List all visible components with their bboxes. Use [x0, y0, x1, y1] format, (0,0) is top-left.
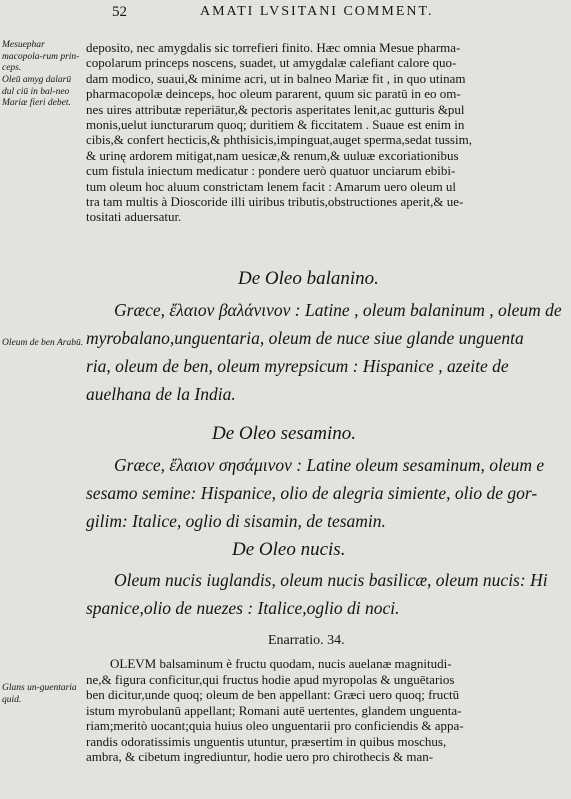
- margin-note-balneo: Oleū amyg dalarū dul ciū in bal-neo Mariæ fieri debet.: [2, 75, 72, 108]
- text-line: OLEVM balsaminum è fructu quodam, nucis auelanæ magnitudi-: [110, 656, 452, 671]
- margin-note-glans: Glans un-guentaria quid.: [2, 683, 77, 705]
- text-line: tra tam multis à Dioscoride illi uiribus tributis,obstructiones aperit,& ue-: [86, 194, 464, 210]
- margin-note-mesue: Mesuephar macopola-rum prin-ceps.: [2, 40, 80, 73]
- text-line: cibis,& confert hecticis,& phthisicis,impinguat,auget sperma,sedat tussim,: [86, 132, 472, 148]
- text-line: tum oleum hoc aluum constrictam lenem facit : Amarum uero oleum ul: [86, 178, 457, 194]
- text-line: ne,& figura conficitur,qui fructus hodie apud myropolas & unguētarios: [86, 671, 455, 687]
- page-header: [0, 2, 571, 24]
- text-line: deposito, nec amygdalis sic torrefieri finito. Hæc omnia Mesue pharma-: [86, 40, 461, 55]
- text-line: dam modico, suaui,& minime acri, ut in balneo Mariæ fit , in quo utinam: [86, 70, 466, 86]
- text-line: sesamo semine: Hispanice, olio de alegria simiente, olio de gor-: [86, 483, 538, 503]
- page-number: 52: [112, 4, 127, 20]
- text-line: copolarum princeps noscens, suadet, ut amygdalæ calefiant calore quo-: [86, 55, 457, 71]
- text-line: pharmacopolæ deinceps, hoc oleum pararent, quum sic paratū in eo om-: [86, 86, 461, 102]
- section-heading-nucis: De Oleo nucis.: [232, 539, 346, 560]
- paragraph-enarratio: [86, 656, 566, 765]
- text-line: riam;meritò uocant;quia huius oleo unguentarii pro conficiendis & appa-: [86, 718, 464, 733]
- text-line: tositati aduersatur.: [86, 209, 182, 225]
- section-heading-sesamino: De Oleo sesamino.: [212, 423, 357, 444]
- text-line: myrobalano,unguentaria, oleum de nuce siue glande unguenta: [86, 328, 524, 348]
- paragraph-1: [86, 40, 566, 225]
- text-line: gilim: Italice, oglio di sisamin, de tesamin.: [86, 511, 386, 531]
- paragraph-balanino: [86, 296, 566, 408]
- text-line: ben dicitur,unde quoq; oleum de ben appellant: Græci uero quoq; fructū: [86, 687, 460, 702]
- text-line: auelhana de la India.: [86, 384, 236, 404]
- running-title: AMATI LVSITANI COMMENT.: [200, 4, 434, 19]
- margin-note-ben: Oleum de ben Arabū.: [2, 338, 84, 348]
- text-line: istum myrobulanū appellant; Romani autē uertentes, glandem unguenta-: [86, 702, 462, 718]
- text-line: ria, oleum de ben, oleum myrepsicum : Hispanice , azeite de: [86, 356, 509, 376]
- text-line: ambra, & cibetum ingrediuntur, hodie uero pro chirothecis & man-: [86, 749, 434, 764]
- text-line: nes uires attributæ reperiātur,& pectoris asperitates lenit,ac gutturis &pul: [86, 101, 465, 117]
- text-line: monis,uelut iuncturarum quoq; duritiem & ficcitatem . Suaue est enim in: [86, 117, 465, 133]
- section-heading-balanino: De Oleo balanino.: [238, 268, 379, 289]
- text-line: Græce, ἔλαιον σησάμινον : Latine oleum sesaminum, oleum e: [114, 455, 545, 475]
- text-line: randis odoratissimis unguentis utuntur, præsertim in quibus moschus,: [86, 733, 447, 749]
- paragraph-nucis: [86, 566, 566, 622]
- text-line: cum fistula iniectum medicatur : pondere uerò quatuor unciarum ebibi-: [86, 163, 456, 179]
- text-line: spanice,olio de nuezes : Italice,oglio di noci.: [86, 598, 400, 618]
- text-line: Græce, ἔλαιον βαλάνινον : Latine , oleum balaninum , oleum de: [114, 300, 562, 320]
- paragraph-sesamino: [86, 451, 566, 535]
- text-line: Oleum nucis iuglandis, oleum nucis basilicæ, oleum nucis: Hi: [114, 570, 548, 590]
- enarratio-heading: Enarratio. 34.: [268, 633, 345, 648]
- text-line: & urinę ardorem mitigat,nam uesicæ,& renum,& uuluæ excoriationibus: [86, 147, 459, 163]
